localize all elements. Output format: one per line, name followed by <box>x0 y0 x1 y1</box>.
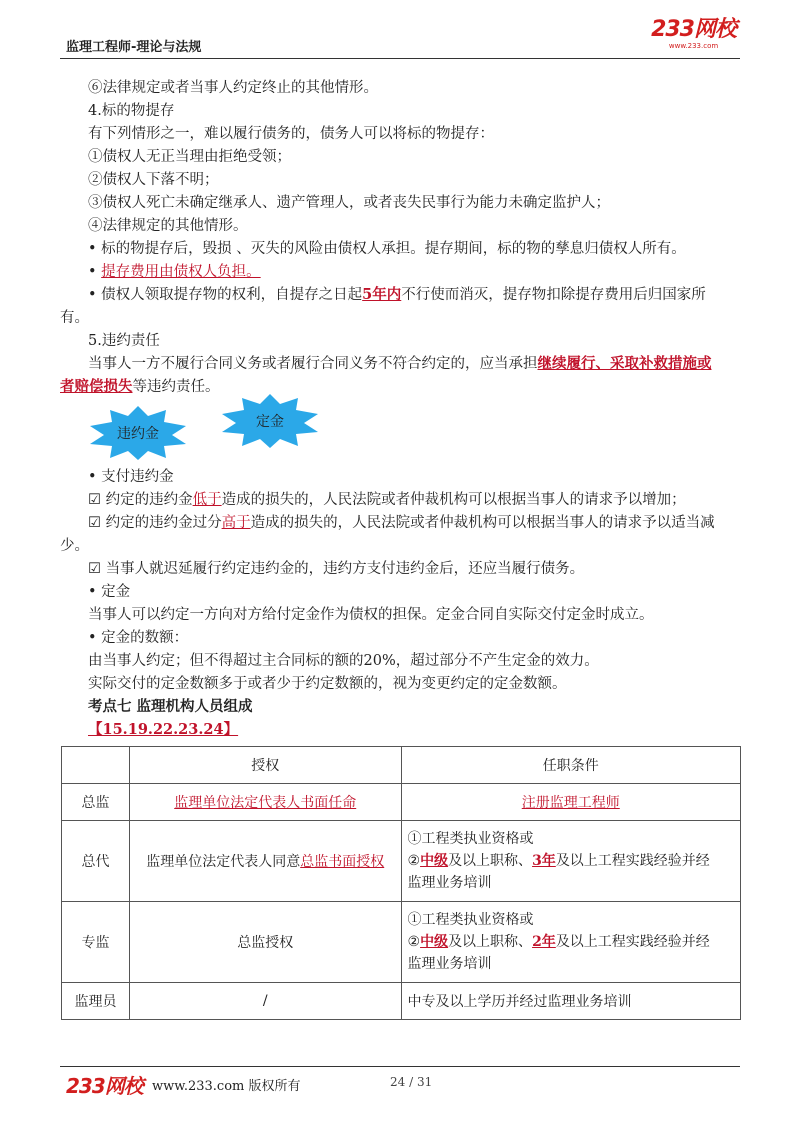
section-heading: 5.违约责任 <box>88 333 160 349</box>
bullet: • <box>88 264 102 280</box>
text-line: ④法律规定的其他情形。 <box>88 218 248 234</box>
table-row <box>62 902 741 983</box>
exam-years-ref: 【15.19.22.23.24】 <box>88 721 239 738</box>
text-line: • 定金 <box>88 584 131 600</box>
text-line: ①债权人无正当理由拒绝受领； <box>88 149 291 165</box>
highlight-text: 总监书面授权 <box>300 854 385 870</box>
starburst-label: 违约金 <box>117 426 159 442</box>
auth-cell <box>129 784 401 821</box>
text-fragment: ☑ 约定的违约金过分 <box>88 515 222 531</box>
footer-logo: 233网校 <box>66 1074 143 1098</box>
column-header: 任职条件 <box>401 747 741 784</box>
text-line: • 支付违约金 <box>88 469 174 485</box>
header-title: 监理工程师-理论与法规 <box>66 40 202 55</box>
text-line <box>88 511 715 532</box>
text-fragment: 及以上工程实践经验并经 <box>555 934 710 950</box>
text-fragment: 及以上职称、 <box>448 853 533 869</box>
starburst-deposit <box>220 394 320 448</box>
text-fragment: 及以上工程实践经验并经 <box>555 853 710 869</box>
section-heading: 4.标的物提存 <box>88 103 175 119</box>
text-line <box>88 352 712 373</box>
role-cell: 专监 <box>62 902 130 983</box>
condition-line: ①工程类执业资格或 <box>407 912 534 928</box>
page-header <box>60 18 740 59</box>
highlight-text: 注册监理工程师 <box>521 795 620 811</box>
role-cell: 总监 <box>62 784 130 821</box>
text-fragment: 造成的损失的，人民法院或者仲裁机构可以根据当事人的请求予以适当减 <box>250 515 715 531</box>
highlight-text: 提存费用由债权人负担。 <box>101 264 261 280</box>
text-line: 当事人可以约定一方向对方给付定金作为债权的担保。定金合同自实际交付定金时成立。 <box>88 607 654 623</box>
highlight-text: 继续履行、采取补救措施或 <box>537 355 712 372</box>
column-header: 授权 <box>129 747 401 784</box>
condition-cell <box>401 784 741 821</box>
condition-cell <box>401 821 741 902</box>
text-line: 有下列情形之一，难以履行债务的，债务人可以将标的物提存： <box>88 126 494 142</box>
condition-line: 监理业务培训 <box>407 875 492 891</box>
condition-line <box>408 931 735 953</box>
logo-url: www.233.com <box>668 42 719 50</box>
topic-heading: 考点七 监理机构人员组成 <box>88 699 253 715</box>
condition-cell <box>401 902 741 983</box>
logo-text: 233网校 <box>651 17 736 42</box>
footer-copyright: www.233.com 版权所有 <box>152 1079 301 1094</box>
text-fragment: ② <box>407 853 421 869</box>
table-row <box>62 983 741 1020</box>
text-line <box>88 260 261 281</box>
highlight-text: 监理单位法定代表人书面任命 <box>174 795 357 811</box>
text-line: ②债权人下落不明； <box>88 172 219 188</box>
table-cell <box>62 747 130 784</box>
text-line: 由当事人约定；但不得超过主合同标的额的20%，超过部分不产生定金的效力。 <box>88 653 599 669</box>
condition-line: 监理业务培训 <box>407 956 492 972</box>
staff-table <box>61 746 741 1020</box>
table-row <box>62 821 741 902</box>
brand-logo <box>651 18 736 50</box>
role-cell: 总代 <box>62 821 130 902</box>
text-line <box>60 375 220 396</box>
auth-cell: / <box>129 983 401 1020</box>
starburst-penalty <box>88 406 188 460</box>
text-line <box>88 283 706 304</box>
highlight-text: 低于 <box>192 492 222 508</box>
text-line: • 标的物提存后，毁损 、灭失的风险由债权人承担。提存期间，标的物的孳息归债权人所有。 <box>88 241 686 257</box>
text-fragment: 及以上职称、 <box>448 934 533 950</box>
highlight-text: 3年 <box>532 853 556 869</box>
text-fragment: ☑ 约定的违约金 <box>88 492 193 508</box>
text-fragment: ② <box>407 934 421 950</box>
text-line <box>88 488 686 509</box>
condition-line <box>408 850 735 872</box>
text-fragment: 等违约责任。 <box>132 379 220 395</box>
text-line: ③债权人死亡未确定继承人、遗产管理人，或者丧失民事行为能力未确定监护人； <box>88 195 610 211</box>
page-number: 24 / 31 <box>390 1075 433 1089</box>
text-line: • 定金的数额： <box>88 630 189 646</box>
text-fragment: 造成的损失的，人民法院或者仲裁机构可以根据当事人的请求予以增加； <box>221 492 686 508</box>
highlight-text: 中级 <box>420 853 449 869</box>
text-fragment: 不行使而消灭，提存物扣除提存费用后归国家所 <box>401 287 706 303</box>
role-cell: 监理员 <box>62 983 130 1020</box>
text-line: 有。 <box>60 310 89 326</box>
highlight-text: 2年 <box>532 934 556 950</box>
text-fragment: 当事人一方不履行合同义务或者履行合同义务不符合约定的，应当承担 <box>88 356 538 372</box>
highlight-text: 5年内 <box>362 286 402 303</box>
starburst-label: 定金 <box>256 414 284 430</box>
text-line: ☑ 当事人就迟延履行约定违约金的，违约方支付违约金后，还应当履行债务。 <box>88 561 585 577</box>
condition-cell: 中专及以上学历并经过监理业务培训 <box>401 983 741 1020</box>
page-footer <box>60 1066 740 1097</box>
condition-line: ①工程类执业资格或 <box>407 831 534 847</box>
table-header-row <box>62 747 741 784</box>
text-line: 实际交付的定金数额多于或者少于约定数额的，视为变更约定的定金数额。 <box>88 676 567 692</box>
highlight-text: 者赔偿损失 <box>60 378 133 395</box>
text-line: ⑥法律规定或者当事人约定终止的其他情形。 <box>88 80 378 96</box>
auth-cell: 总监授权 <box>129 902 401 983</box>
auth-cell <box>129 821 401 902</box>
table-row <box>62 784 741 821</box>
highlight-text: 中级 <box>420 934 449 950</box>
highlight-text: 高于 <box>221 515 251 531</box>
text-fragment: 监理单位法定代表人同意 <box>146 854 301 870</box>
text-fragment: • 债权人领取提存物的权利，自提存之日起 <box>88 287 363 303</box>
text-line: 少。 <box>60 538 89 554</box>
